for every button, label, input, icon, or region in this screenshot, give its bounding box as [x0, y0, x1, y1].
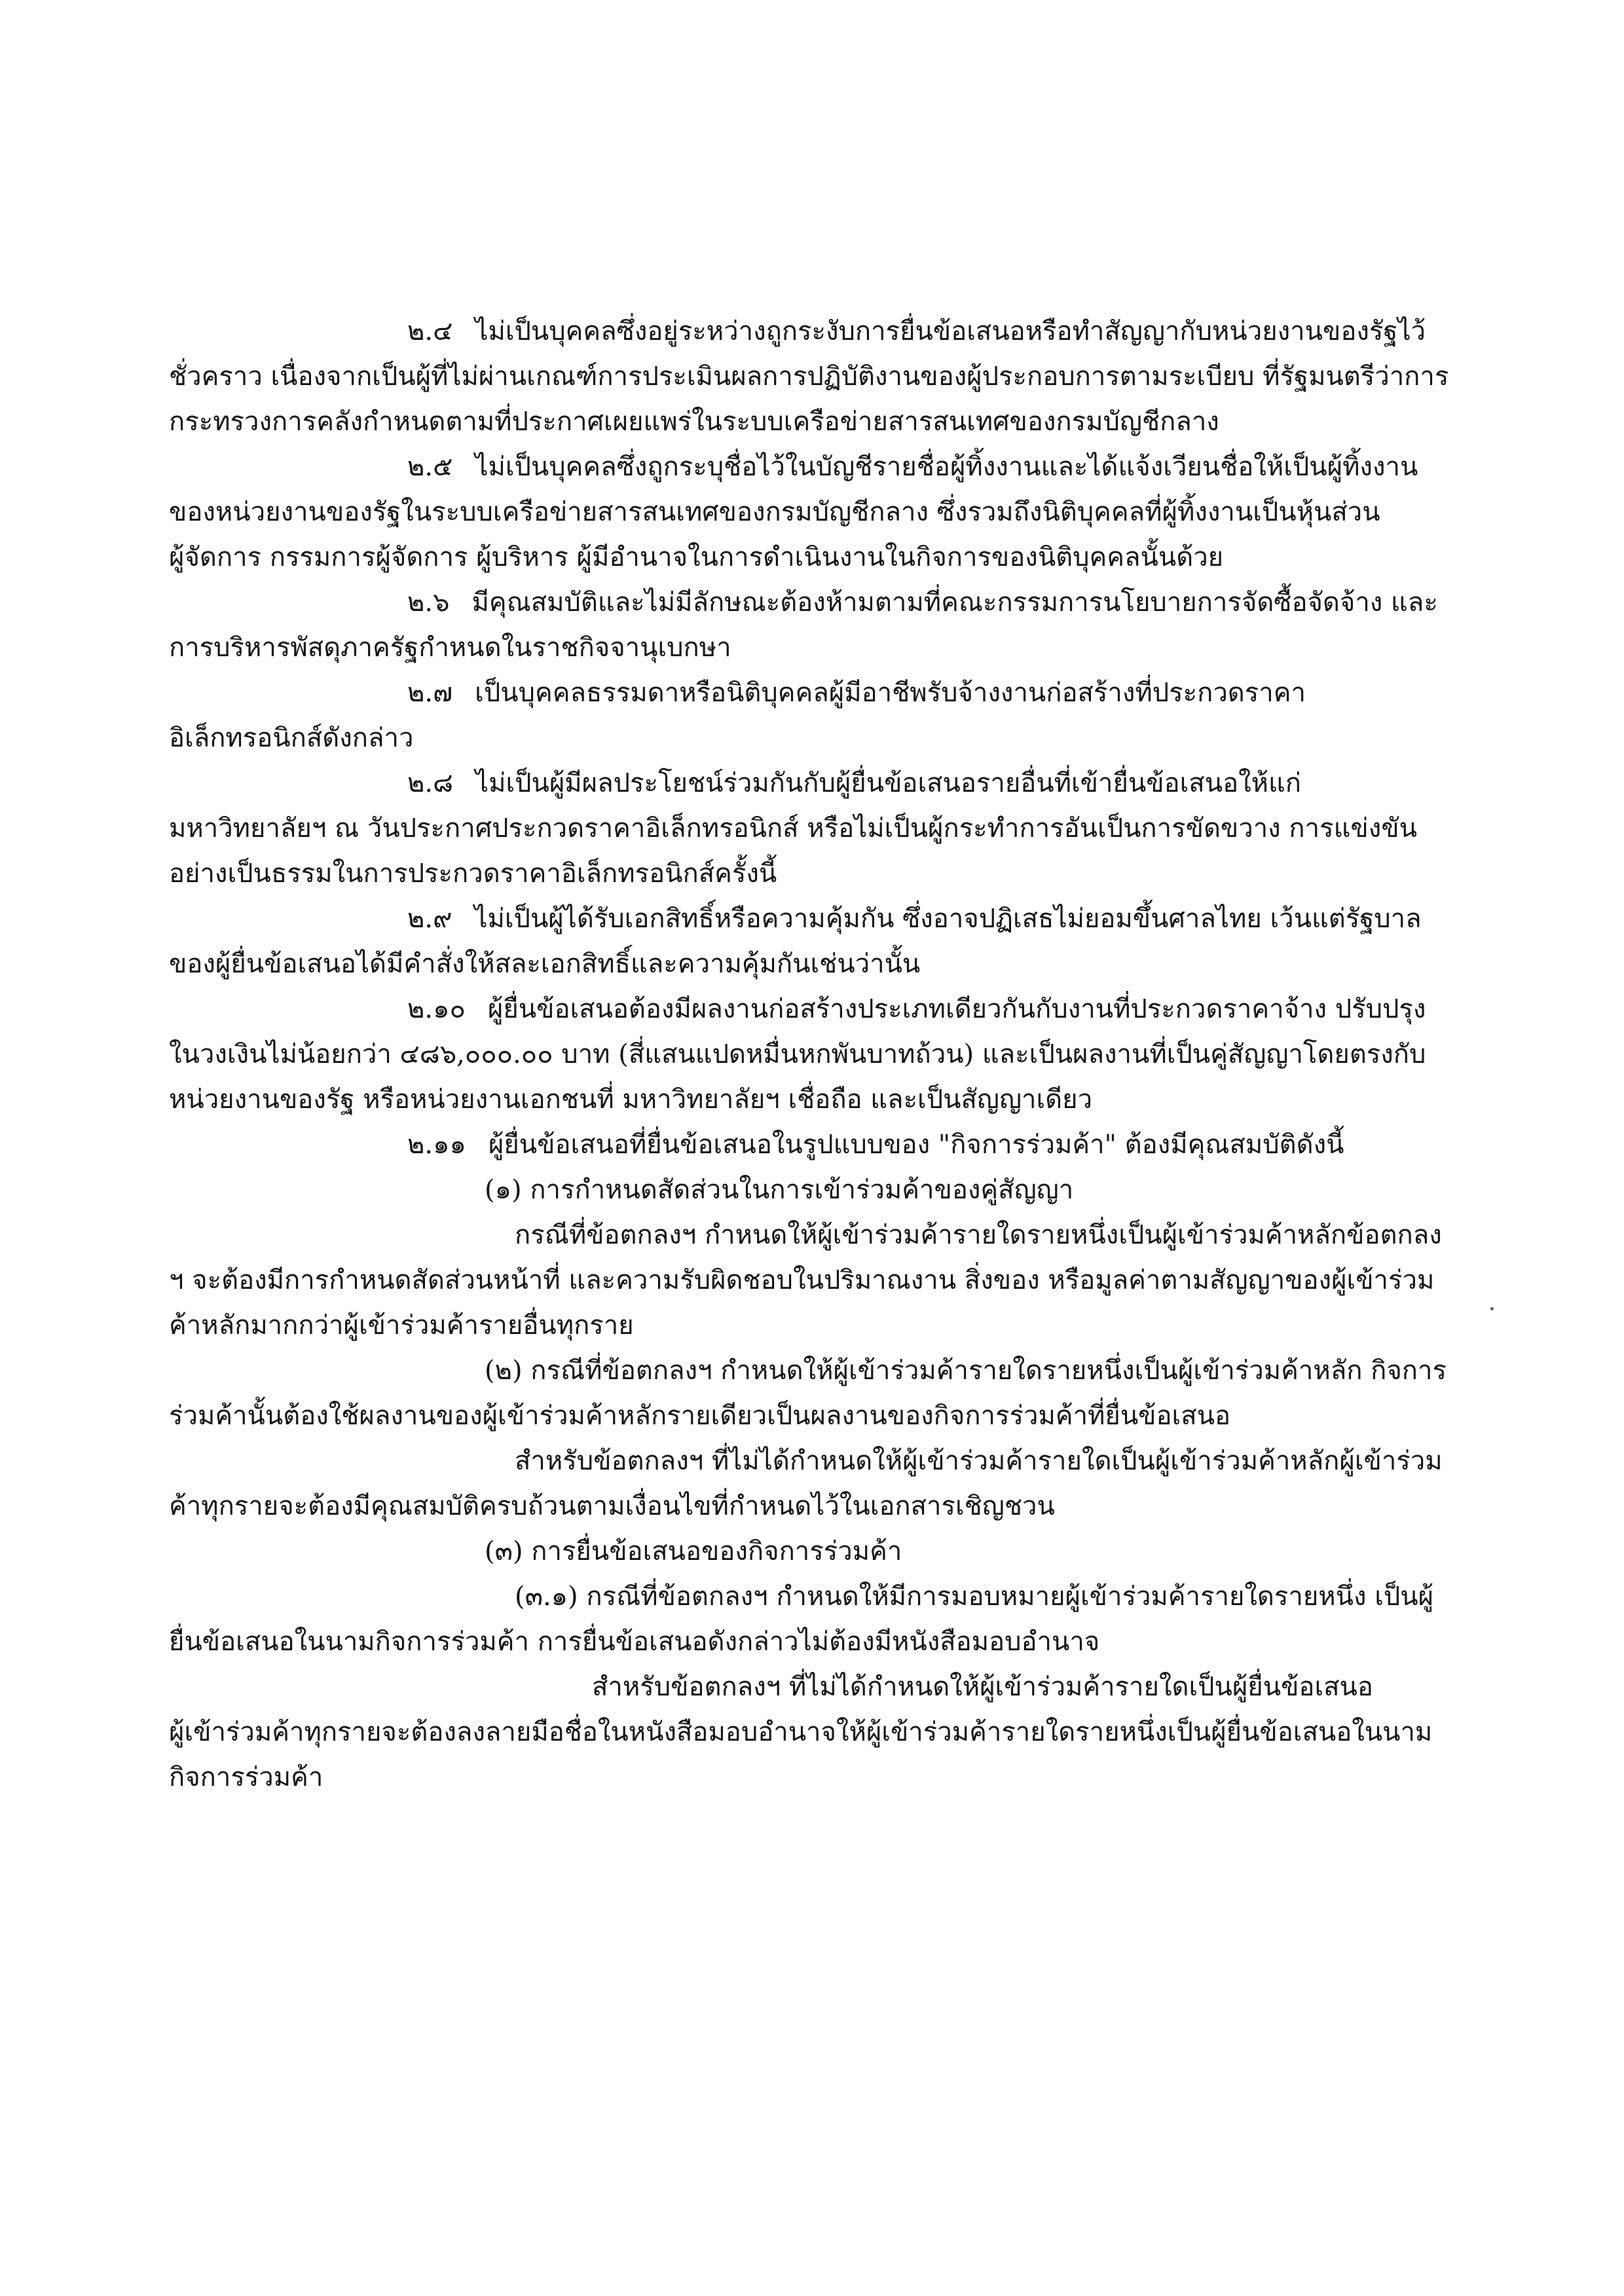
item-1-line-3: ค้าหลักมากกว่าผู้เข้าร่วมค้ารายอื่นทุกราย	[169, 1310, 634, 1341]
item-2-line-1: (๒) กรณีที่ข้อตกลงฯ กำหนดให้ผู้เข้าร่วมค้ารายใดรายหนึ่งเป็นผู้เข้าร่วมค้าหลัก กิจการ	[485, 1356, 1447, 1386]
section-number: ๒.๘	[407, 768, 453, 798]
item-1-line-2: ฯ จะต้องมีการกำหนดสัดส่วนหน้าที่ และความรับผิดชอบในปริมาณงาน สิ่งของ หรือมูลค่าตามสัญญาของผู้เข้าร่วม	[169, 1265, 1435, 1295]
item-3-1-followup-line-2: ผู้เข้าร่วมค้าทุกรายจะต้องลงลายมือชื่อในหนังสือมอบอำนาจให้ผู้เข้าร่วมค้ารายใดรายหนึ่งเป็นผู้ยื่นข้อเสนอในนาม	[169, 1717, 1433, 1747]
section-2-10-line-2: ในวงเงินไม่น้อยกว่า ๔๘๖,๐๐๐.๐๐ บาท (สี่แสนแปดหมื่นหกพันบาทถ้วน) และเป็นผลงานที่เป็นคู่สัญญาโดยตรงกับ	[169, 1039, 1426, 1069]
section-number: ๒.๑๐	[407, 994, 466, 1024]
item-3-1-line-2: ยื่นข้อเสนอในนามกิจการร่วมค้า การยื่นข้อเสนอดังกล่าวไม่ต้องมีหนังสือมอบอำนาจ	[169, 1627, 1100, 1657]
section-2-6-first-line	[407, 583, 1438, 622]
section-2-8-first-line	[407, 764, 1301, 803]
section-2-7-line-2: อิเล็กทรอนิกส์ดังกล่าว	[169, 723, 414, 753]
item-3-1-followup-line-3: กิจการร่วมค้า	[169, 1762, 323, 1792]
section-2-9-line-2: ของผู้ยื่นข้อเสนอได้มีคำสั่งให้สละเอกสิทธิ์และความคุ้มกันเช่นว่านั้น	[169, 949, 921, 979]
section-text: ไม่เป็นผู้มีผลประโยชน์ร่วมกันกับผู้ยื่นข้อเสนอรายอื่นที่เข้ายื่นข้อเสนอให้แก่	[475, 768, 1301, 798]
section-2-6-line-2: การบริหารพัสดุภาครัฐกำหนดในราชกิจจานุเบกษา	[169, 633, 731, 663]
section-2-10-first-line	[407, 990, 1426, 1029]
section-text: ผู้ยื่นข้อเสนอต้องมีผลงานก่อสร้างประเภทเดียวกันกับงานที่ประกวดราคาจ้าง ปรับปรุง	[487, 994, 1426, 1024]
section-2-10-line-3: หน่วยงานของรัฐ หรือหน่วยงานเอกชนที่ มหาวิทยาลัยฯ เชื่อถือ และเป็นสัญญาเดียว	[169, 1084, 1093, 1115]
section-2-4-line-2: ชั่วคราว เนื่องจากเป็นผู้ที่ไม่ผ่านเกณฑ์การประเมินผลการปฏิบัติงานของผู้ประกอบการตามระเบียบ ที่รัฐมนตรีว่าการ	[169, 361, 1449, 392]
section-number: ๒.๑๑	[407, 1130, 466, 1160]
section-2-8-line-3: อย่างเป็นธรรมในการประกวดราคาอิเล็กทรอนิกส์ครั้งนี้	[169, 859, 777, 889]
item-3-heading: (๓) การยื่นข้อเสนอของกิจการร่วมค้า	[485, 1536, 902, 1566]
item-3-1-line-1: (๓.๑) กรณีที่ข้อตกลงฯ กำหนดให้มีการมอบหมายผู้เข้าร่วมค้ารายใดรายหนึ่ง เป็นผู้	[515, 1582, 1434, 1612]
scan-speck	[1490, 1307, 1494, 1310]
item-2-line-2: ร่วมค้านั้นต้องใช้ผลงานของผู้เข้าร่วมค้าหลักรายเดียวเป็นผลงานของกิจการร่วมค้าที่ยื่นข้อเสนอ	[169, 1401, 1230, 1431]
section-text: ผู้ยื่นข้อเสนอที่ยื่นข้อเสนอในรูปแบบของ "กิจการร่วมค้า" ต้องมีคุณสมบัติดังนี้	[488, 1130, 1344, 1160]
section-number: ๒.๗	[407, 678, 453, 708]
section-2-4-line-3: กระทรวงการคลังกำหนดตามที่ประกาศเผยแพร่ในระบบเครือข่ายสารสนเทศของกรมบัญชีกลาง	[169, 407, 1219, 437]
section-text: ไม่เป็นบุคคลซึ่งอยู่ระหว่างถูกระงับการยื่นข้อเสนอหรือทำสัญญากับหน่วยงานของรัฐไว้	[475, 316, 1426, 346]
section-2-5-line-2: ของหน่วยงานของรัฐในระบบเครือข่ายสารสนเทศของกรมบัญชีกลาง ซึ่งรวมถึงนิติบุคคลที่ผู้ทิ้งงานเป็นหุ้นส่วน	[169, 497, 1380, 527]
item-1-heading: (๑) การกำหนดสัดส่วนในการเข้าร่วมค้าของคู่สัญญา	[485, 1175, 1074, 1205]
section-2-9-first-line	[407, 899, 1422, 938]
section-2-5-line-3: ผู้จัดการ กรรมการผู้จัดการ ผู้บริหาร ผู้มีอำนาจในการดำเนินงานในกิจการของนิติบุคคลนั้นด้วย	[169, 542, 1224, 572]
section-number: ๒.๕	[407, 452, 453, 482]
section-2-7-first-line	[407, 673, 1306, 713]
section-2-8-line-2: มหาวิทยาลัยฯ ณ วันประกาศประกวดราคาอิเล็กทรอนิกส์ หรือไม่เป็นผู้กระทำการอันเป็นการขัดขวาง การแข่งขัน	[169, 813, 1417, 843]
section-number: ๒.๖	[407, 587, 450, 618]
section-2-11-first-line	[407, 1125, 1344, 1164]
section-2-4-first-line	[407, 312, 1426, 351]
section-number: ๒.๙	[407, 904, 452, 934]
section-text: เป็นบุคคลธรรมดาหรือนิติบุคคลผู้มีอาชีพรับจ้างงานก่อสร้างที่ประกวดราคา	[475, 678, 1306, 708]
section-number: ๒.๔	[407, 316, 453, 346]
section-text: ไม่เป็นบุคคลซึ่งถูกระบุชื่อไว้ในบัญชีรายชื่อผู้ทิ้งงานและได้แจ้งเวียนชื่อให้เป็นผู้ทิ้งงาน	[475, 452, 1418, 482]
section-text: ไม่เป็นผู้ได้รับเอกสิทธิ์หรือความคุ้มกัน ซึ่งอาจปฏิเสธไม่ยอมขึ้นศาลไทย เว้นแต่รัฐบาล	[474, 904, 1422, 934]
item-2-followup-line-1: สำหรับข้อตกลงฯ ที่ไม่ได้กำหนดให้ผู้เข้าร่วมค้ารายใดเป็นผู้เข้าร่วมค้าหลักผู้เข้าร่วม	[515, 1446, 1443, 1476]
section-2-5-first-line	[407, 447, 1418, 487]
item-3-1-followup-line-1: สำหรับข้อตกลงฯ ที่ไม่ได้กำหนดให้ผู้เข้าร่วมค้ารายใดเป็นผู้ยื่นข้อเสนอ	[592, 1672, 1373, 1702]
item-1-line-1: กรณีที่ข้อตกลงฯ กำหนดให้ผู้เข้าร่วมค้ารายใดรายหนึ่งเป็นผู้เข้าร่วมค้าหลักข้อตกลง	[515, 1220, 1442, 1250]
section-text: มีคุณสมบัติและไม่มีลักษณะต้องห้ามตามที่คณะกรรมการนโยบายการจัดซื้อจัดจ้าง และ	[471, 587, 1438, 618]
item-2-followup-line-2: ค้าทุกรายจะต้องมีคุณสมบัติครบถ้วนตามเงื่อนไขที่กำหนดไว้ในเอกสารเชิญชวน	[169, 1491, 1055, 1521]
